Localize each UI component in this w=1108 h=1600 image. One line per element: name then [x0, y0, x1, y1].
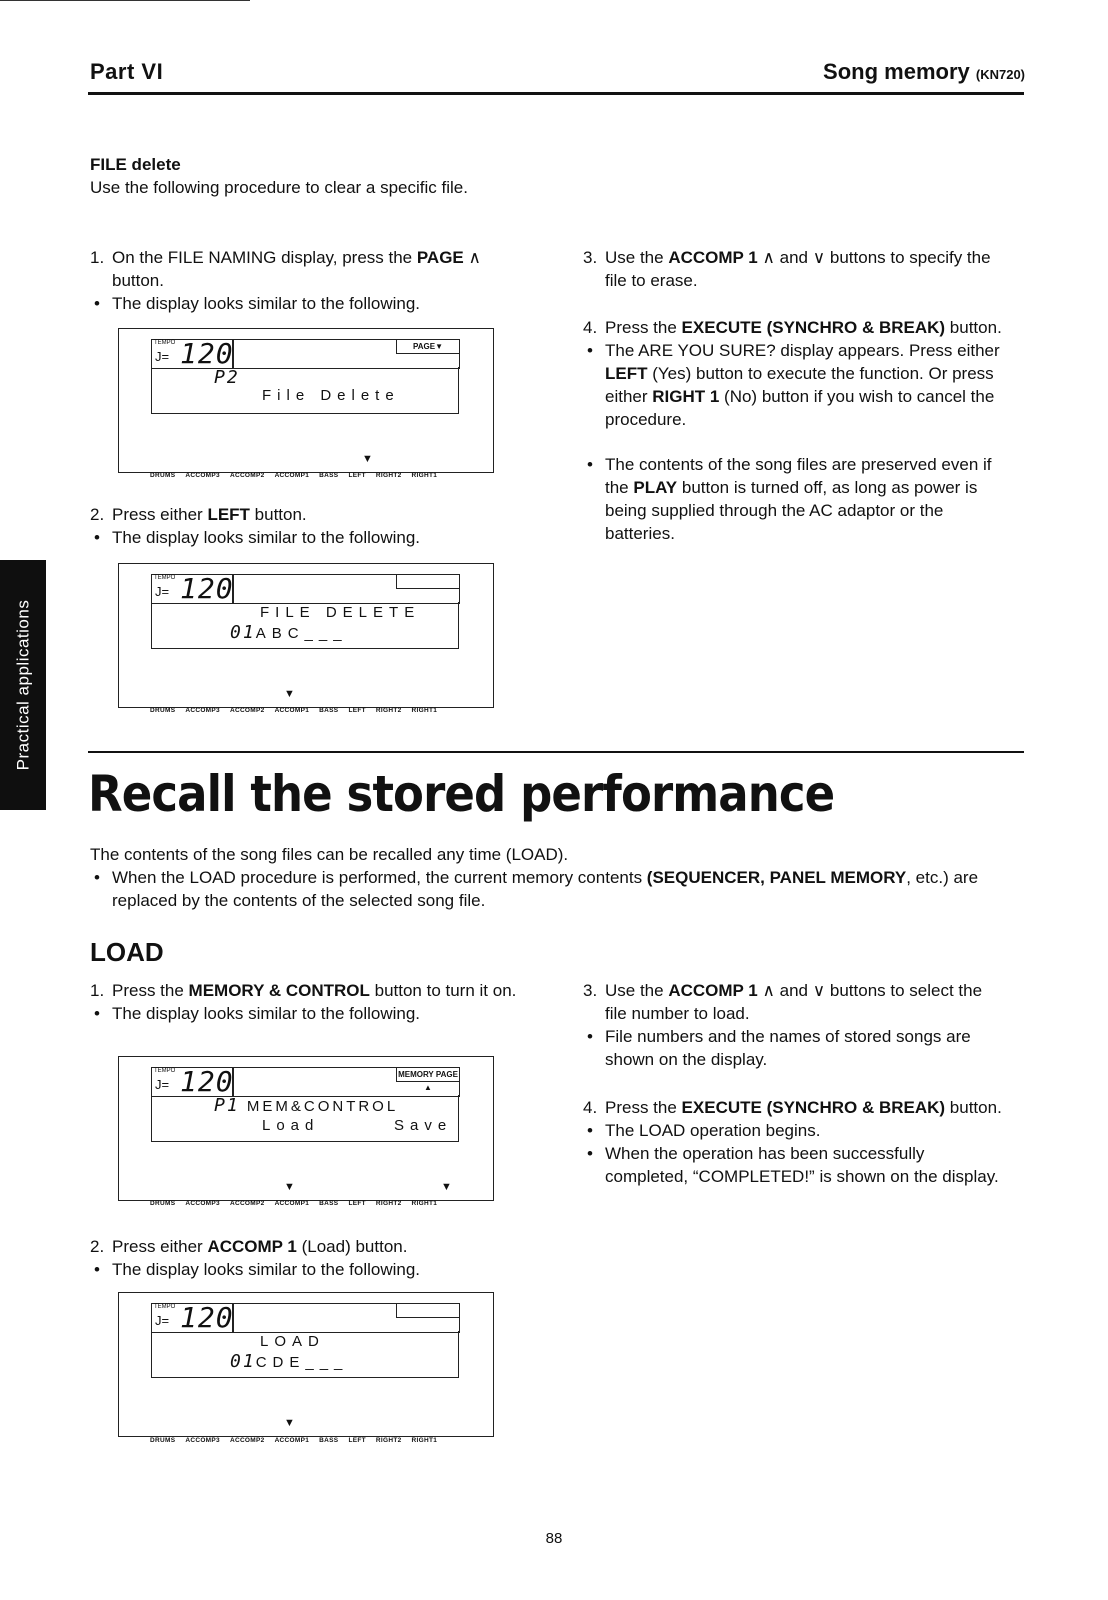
sidebar-tab-label: Practical applications [13, 599, 33, 771]
step-text: button. [945, 1098, 1002, 1117]
tempo-box [151, 1067, 234, 1097]
step-text: ∧ and ∨ buttons to specify the file to erase. [605, 248, 991, 290]
lcd-part-label: ACCOMP1 [274, 1200, 310, 1207]
lcd-part-label: LEFT [348, 472, 366, 479]
lcd-part-label: RIGHT2 [375, 472, 402, 479]
file-name: ABC___ [255, 625, 348, 642]
lcd-part-labels [150, 707, 447, 715]
bullet-button-name: (SEQUENCER, PANEL MEMORY [646, 868, 907, 887]
file-delete-heading: FILE delete [90, 155, 181, 174]
arrow-indicator-icon: ▼ [284, 1417, 295, 1429]
file-delete-step1 [90, 246, 524, 315]
lcd-part-label: RIGHT1 [411, 1200, 438, 1207]
page-number-indicator: P2 [214, 367, 240, 388]
tempo-note: J= [155, 349, 170, 364]
bullet-button-name: LEFT [605, 364, 648, 383]
tempo-note: J= [155, 1313, 170, 1328]
step-item [583, 979, 1008, 1025]
tempo-note: J= [155, 584, 170, 599]
step-text: Use the [605, 981, 669, 1000]
step-number: 2. [90, 1237, 105, 1256]
step-number: 2. [90, 505, 105, 524]
step-number: 1. [90, 981, 105, 1000]
lcd-top-bar [231, 574, 460, 604]
lcd-part-label: ACCOMP2 [229, 707, 265, 714]
step-number: 1. [90, 248, 105, 267]
step-bullet: • File numbers and the names of stored songs are shown on the display. [583, 1025, 1008, 1071]
lcd-part-label: BASS [319, 1437, 339, 1444]
step-item [583, 246, 1008, 292]
tempo-box [151, 1303, 234, 1333]
lcd-part-label: DRUMS [150, 1437, 176, 1444]
step-text: Use the [605, 248, 669, 267]
lcd-part-label: ACCOMP3 [185, 1437, 220, 1444]
tempo-label: TEMPO [154, 1304, 176, 1310]
lcd-part-label: RIGHT2 [375, 1437, 402, 1444]
file-delete-right-column [583, 246, 1008, 545]
lcd-part-label: DRUMS [150, 707, 176, 714]
file-number: 01 [230, 1351, 256, 1372]
lcd-part-label: RIGHT2 [375, 1200, 402, 1207]
step-text: Press the [112, 981, 189, 1000]
step-number: 3. [583, 981, 598, 1000]
recall-intro-text: The contents of the song files can be recalled any time (LOAD). [90, 845, 569, 864]
lcd-top-bar [231, 339, 460, 369]
step-button-name: ACCOMP 1 [668, 981, 758, 1000]
lcd-line [230, 1353, 348, 1372]
file-number: 01 [230, 622, 256, 643]
tempo-label: TEMPO [154, 340, 176, 346]
arrow-indicator-icon: ▼ [362, 453, 373, 465]
step-button-name: LEFT [207, 505, 250, 524]
arrow-indicator-icon: ▼ [441, 1181, 452, 1193]
page-indicator: MEMORY PAGE ▲ [396, 1068, 459, 1082]
step-button-name: EXECUTE (SYNCHRO & BREAK) [681, 318, 946, 337]
step-text: ∧ button. [112, 248, 481, 290]
step-text: Press either [112, 505, 208, 524]
lcd-line: File Delete [262, 387, 400, 404]
lcd-part-label: ACCOMP1 [274, 472, 310, 479]
step-item [90, 503, 524, 526]
lcd-part-label: ACCOMP1 [274, 707, 310, 714]
lcd-part-label: ACCOMP2 [229, 1437, 265, 1444]
lcd-part-label: LEFT [348, 1437, 366, 1444]
bullet-button-name: PLAY [633, 478, 678, 497]
lcd-part-label: RIGHT1 [411, 707, 438, 714]
lcd-top-bar [231, 1067, 460, 1097]
lcd-part-label: RIGHT1 [411, 472, 438, 479]
step-item [90, 246, 524, 292]
tempo-value: 120 [180, 1301, 234, 1334]
file-delete-step2 [90, 503, 524, 549]
header-model: (KN720) [975, 67, 1025, 82]
step-text: Press the [605, 318, 682, 337]
step-text: button. [249, 505, 307, 524]
tempo-box [151, 574, 234, 604]
lcd-display-file-delete-p2 [118, 328, 494, 473]
step-text: ∧ and ∨ buttons to select the file number to load. [605, 981, 983, 1023]
lcd-display-load-select [118, 1292, 494, 1437]
lcd-part-label: ACCOMP2 [229, 472, 265, 479]
load-heading: LOAD [90, 937, 164, 967]
lcd-part-label: RIGHT2 [375, 707, 402, 714]
step-button-name: MEMORY & CONTROL [188, 981, 370, 1000]
lcd-line [230, 624, 348, 643]
arrow-indicator-icon: ▼ [284, 1181, 295, 1193]
lcd-top-bar [231, 1303, 460, 1333]
step-number: 3. [583, 248, 598, 267]
step-item [583, 316, 1008, 339]
page-number-indicator: P1 [214, 1095, 240, 1116]
lcd-text-area [151, 1331, 459, 1378]
lcd-line: LOAD [260, 1333, 325, 1350]
page-number: 88 [545, 1530, 563, 1547]
file-delete-intro [90, 153, 524, 199]
lcd-part-label: BASS [319, 472, 339, 479]
step-bullet: • The LOAD operation begins. [583, 1119, 1008, 1142]
page-indicator [396, 575, 459, 589]
tempo-value: 120 [180, 572, 234, 605]
bullet-text: When the LOAD procedure is performed, the current memory contents [112, 868, 647, 887]
lcd-part-label: LEFT [348, 707, 366, 714]
step-item [583, 1096, 1008, 1119]
lcd-save-option: Save [394, 1117, 453, 1134]
bullet-text: The contents of the song files are preserved even if the [605, 455, 992, 497]
lcd-menu-title: MEM&CONTROL [246, 1098, 399, 1115]
step-bullet [583, 339, 1008, 431]
lcd-text-area [151, 602, 459, 649]
recall-bullet [90, 866, 1010, 912]
note-bullet [583, 453, 1008, 545]
page-indicator: PAGE▼ [396, 340, 459, 354]
lcd-part-label: DRUMS [150, 1200, 176, 1207]
lcd-text-area [151, 367, 459, 414]
step-button-name: PAGE [416, 248, 464, 267]
lcd-part-label: BASS [319, 707, 339, 714]
step-text: button. [945, 318, 1002, 337]
lcd-line: FILE DELETE [260, 604, 421, 621]
load-right-column [583, 979, 1008, 1188]
step-bullet: • The display looks similar to the following. [90, 1258, 524, 1281]
sidebar-tab [0, 560, 46, 810]
load-step1 [90, 979, 524, 1025]
lcd-load-option: Load [262, 1117, 320, 1134]
bullet-text: (No) button if you wish to cancel the procedure. [605, 387, 995, 429]
step-item [90, 1235, 524, 1258]
header-rule [88, 92, 1024, 95]
step-bullet: • The display looks similar to the following. [90, 526, 524, 549]
lcd-display-memory-control [118, 1056, 494, 1201]
header-chapter-title: Song memory [823, 59, 970, 84]
lcd-part-label: ACCOMP3 [185, 707, 220, 714]
file-delete-intro-text: Use the following procedure to clear a specific file. [90, 178, 468, 197]
step-text: Press either [112, 1237, 208, 1256]
lcd-part-label: ACCOMP1 [274, 1437, 310, 1444]
lcd-display-file-delete-select [118, 563, 494, 708]
step-text: (Load) button. [296, 1237, 408, 1256]
lcd-part-label: BASS [319, 1200, 339, 1207]
header-part: Part VI [90, 59, 164, 84]
lcd-part-label: ACCOMP2 [229, 1200, 265, 1207]
bullet-button-name: RIGHT 1 [652, 387, 720, 406]
lcd-text-area [151, 1095, 459, 1142]
top-margin-rule [0, 0, 250, 1]
lcd-part-label: ACCOMP3 [185, 1200, 220, 1207]
lcd-line [214, 1097, 398, 1116]
tempo-note: J= [155, 1077, 170, 1092]
lcd-part-label: LEFT [348, 1200, 366, 1207]
step-bullet: • When the operation has been successfully completed, “COMPLETED!” is shown on the display. [583, 1142, 1008, 1188]
bullet-text: The ARE YOU SURE? display appears. Press either [605, 341, 1000, 360]
tempo-label: TEMPO [154, 1068, 176, 1074]
recall-intro [90, 843, 1010, 912]
lcd-part-label: RIGHT1 [411, 1437, 438, 1444]
step-button-name: ACCOMP 1 [668, 248, 758, 267]
lcd-part-labels [150, 1200, 447, 1208]
step-item [90, 979, 524, 1002]
arrow-indicator-icon: ▼ [284, 688, 295, 700]
step-text: button to turn it on. [369, 981, 517, 1000]
step-bullet: • The display looks similar to the following. [90, 292, 524, 315]
bullet-text: button is turned off, as long as power is being supplied through the AC adaptor or the batteries. [605, 478, 978, 543]
header-chapter [823, 60, 1025, 86]
bullet-text: (Yes) button to execute the function. Or press either [605, 364, 994, 406]
lcd-part-label: ACCOMP3 [185, 472, 220, 479]
tempo-label: TEMPO [154, 575, 176, 581]
tempo-value: 120 [180, 1065, 234, 1098]
file-name: CDE___ [255, 1354, 349, 1371]
step-text: Press the [605, 1098, 682, 1117]
step-number: 4. [583, 318, 598, 337]
step-text: On the FILE NAMING display, press the [112, 248, 417, 267]
step-bullet: • The display looks similar to the following. [90, 1002, 524, 1025]
lcd-part-label: DRUMS [150, 472, 176, 479]
lcd-part-labels [150, 472, 447, 480]
section-rule [88, 751, 1024, 753]
tempo-value: 120 [180, 337, 234, 370]
step-button-name: EXECUTE (SYNCHRO & BREAK) [681, 1098, 946, 1117]
load-step2 [90, 1235, 524, 1281]
tempo-box [151, 339, 234, 369]
lcd-part-labels [150, 1437, 447, 1445]
page-indicator [396, 1304, 459, 1318]
step-number: 4. [583, 1098, 598, 1117]
step-button-name: ACCOMP 1 [207, 1237, 297, 1256]
section-title: Recall the stored performance [88, 765, 835, 823]
bullet-text: , etc.) are replaced by the contents of the selected song file. [112, 868, 979, 910]
